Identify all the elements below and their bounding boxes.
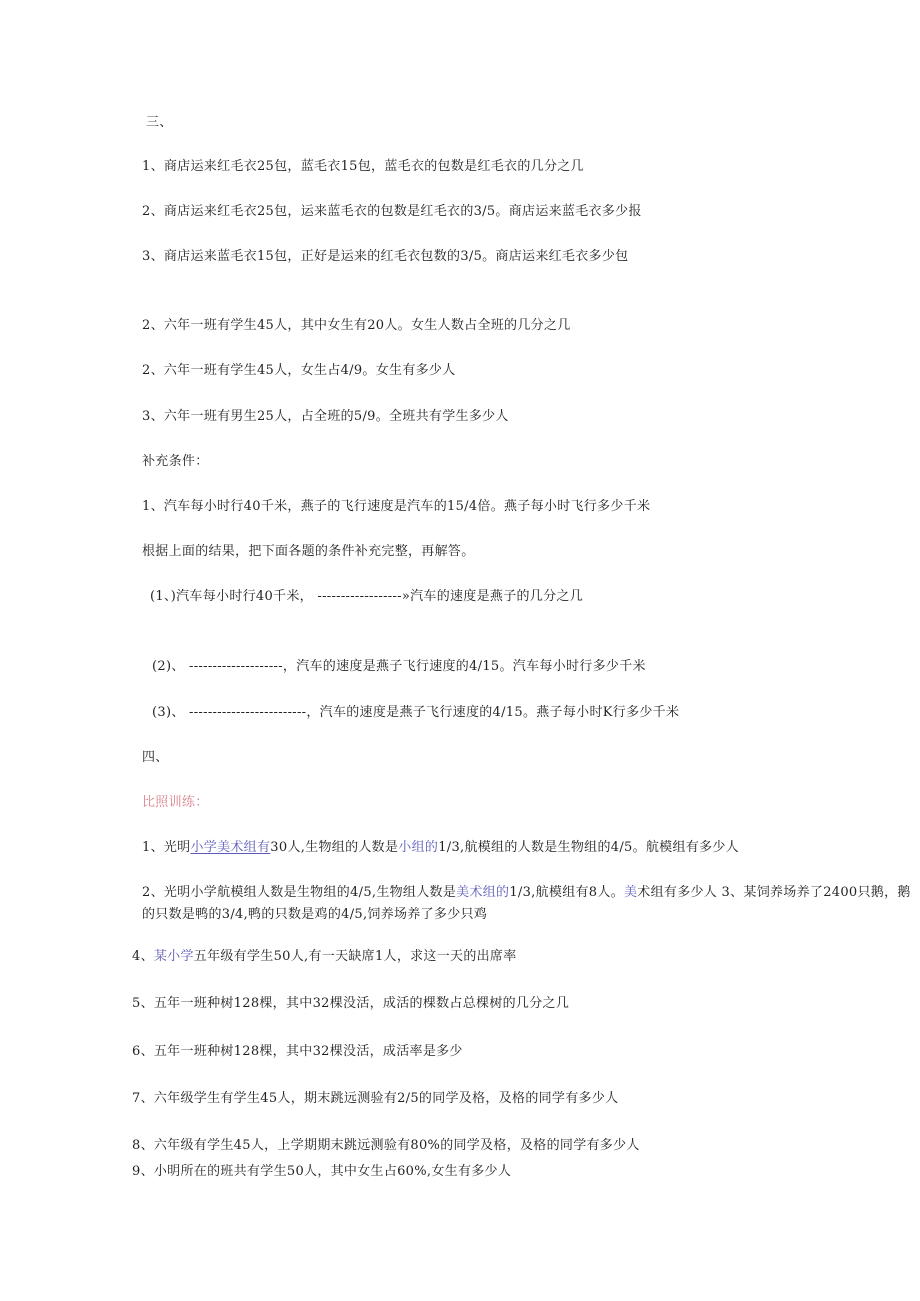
question-line: 8、六年级有学生45人，上学期期末跳远测验有80%的同学及格，及格的同学有多少人: [132, 1138, 640, 1153]
highlighted-text: 小学美术组有: [190, 840, 271, 855]
question-text: 1/3,航模组的人数是生物组的4/5。航模组有多少人: [438, 840, 739, 855]
question-line: 3、商店运来蓝毛衣15包，正好是运来的红毛衣包数的3/5。商店运来红毛衣多少包: [142, 249, 629, 264]
question-line: 2、商店运来红毛衣25包，运来蓝毛衣的包数是红毛衣的3/5。商店运来蓝毛衣多少报: [142, 204, 642, 219]
fill-in-item: (3)、 -------------------------，汽车的速度是燕子飞行速度的4/15。燕子每小时K行多少千米: [152, 705, 680, 720]
question-line: [142, 839, 739, 857]
question-text: 术组有多少人 3、某饲养场养了2400只鹅，鹅的只数是鸭的3/4,鸭的只数是鸡的4/5,饲养场养了多少只鸡: [142, 885, 911, 922]
question-text: 五年级有学生50人,有一天缺席1人，求这一天的出席率: [193, 949, 517, 964]
question-line: 1、商店运来红毛衣25包，蓝毛衣15包，蓝毛衣的包数是红毛衣的几分之几: [142, 159, 584, 174]
question-text: 4、: [132, 949, 154, 964]
practice-heading: 比照训练：: [142, 795, 209, 810]
question-text: 2、光明小学航模组人数是生物组的4/5,生物组人数是: [142, 885, 457, 900]
question-line: 1、汽车每小时行40千米，燕子的飞行速度是汽车的15/4倍。燕子每小时飞行多少千米: [142, 499, 651, 514]
question-paragraph: [142, 882, 912, 926]
section-four-heading: 四、: [142, 750, 169, 765]
highlighted-text: 美术组的: [456, 885, 510, 900]
highlighted-text: 美: [623, 885, 638, 900]
instruction-line: 根据上面的结果，把下面各题的条件补充完整，再解答。: [142, 544, 475, 559]
question-text: 30人,生物组的人数是: [270, 840, 399, 855]
question-line: 2、六年一班有学生45人，女生占4/9。女生有多少人: [142, 363, 456, 378]
question-line: 2、六年一班有学生45人，其中女生有20人。女生人数占全班的几分之几: [142, 318, 571, 333]
question-text: 1/3,航模组有8人。: [509, 885, 624, 900]
supplement-heading: 补充条件：: [142, 454, 209, 469]
question-line: 7、六年级学生有学生45人，期末跳远测验有2/5的同学及格，及格的同学有多少人: [132, 1091, 619, 1106]
question-line: [132, 948, 517, 966]
section-three-heading: 三、: [146, 115, 173, 130]
fill-in-item: (2)、 --------------------，汽车的速度是燕子飞行速度的4/15。汽车每小时行多少千米: [152, 659, 646, 674]
question-text: 1、光明: [142, 840, 191, 855]
question-line: 9、小明所在的班共有学生50人，其中女生占60%,女生有多少人: [132, 1164, 512, 1179]
question-line: 6、五年一班种树128棵，其中32棵没活，成活率是多少: [132, 1044, 463, 1059]
question-line: 5、五年一班种树128棵，其中32棵没活，成活的棵数占总棵树的几分之几: [132, 996, 570, 1011]
question-line: 3、六年一班有男生25人，占全班的5/9。全班共有学生多少人: [142, 409, 509, 424]
fill-in-item: (1、)汽车每小时行40千米， ------------------»汽车的速度是燕子的几分之几: [150, 589, 584, 604]
highlighted-text: 小组的: [398, 840, 439, 855]
highlighted-text: 某小学: [153, 949, 194, 964]
